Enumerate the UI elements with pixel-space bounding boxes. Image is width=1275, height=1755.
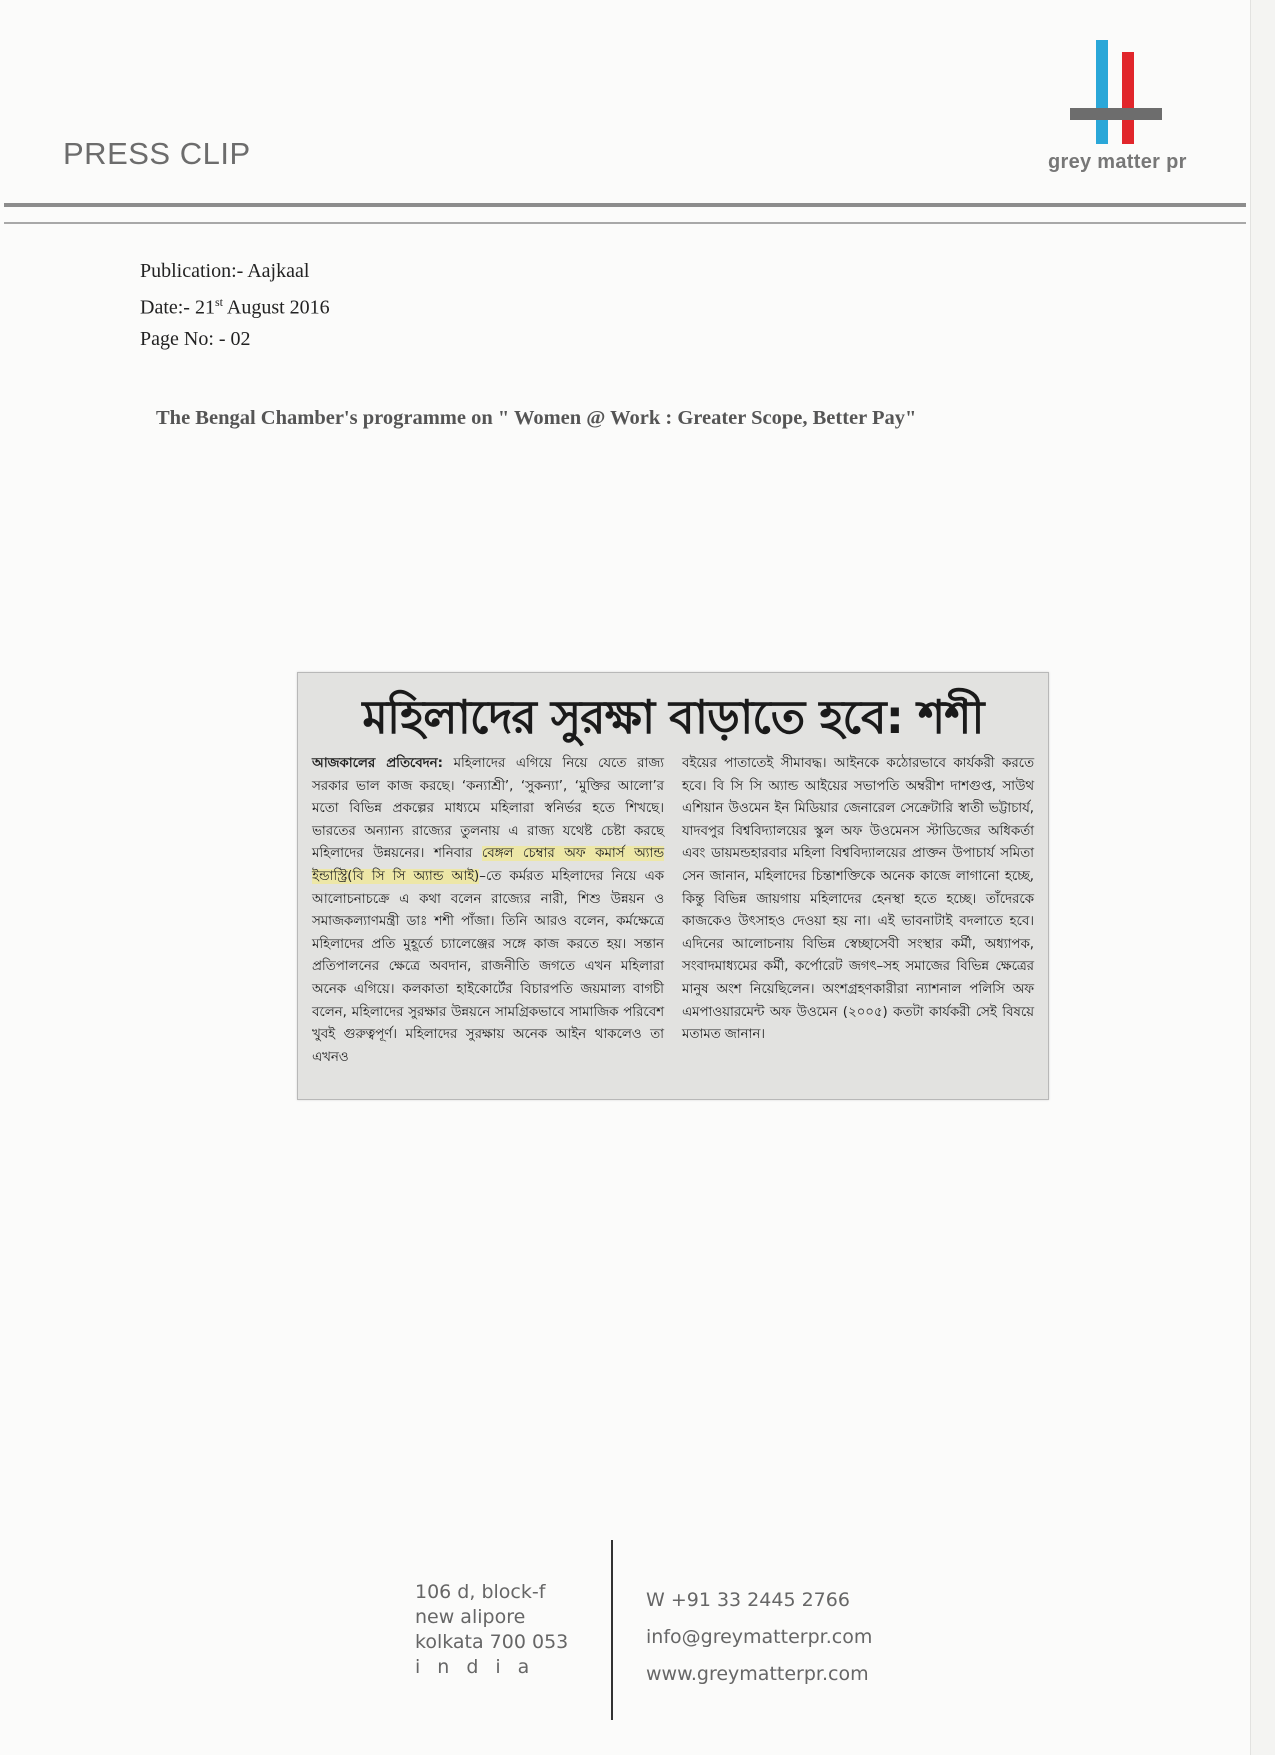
page-number: 02 bbox=[230, 327, 251, 350]
newspaper-clipping bbox=[297, 672, 1049, 1100]
date-line: Date:- 21st August 2016 bbox=[140, 295, 330, 319]
highlighted-text: বেঙ্গল চেম্বার অফ কমার্স অ্যান্ড ইন্ডাস্ট্রি(বি সি সি অ্যান্ড আই) bbox=[312, 846, 665, 884]
footer-divider bbox=[611, 1540, 613, 1720]
page-number-line: Page No: - 02 bbox=[140, 327, 251, 350]
clipping-column-left: আজকালের প্রতিবেদন: মহিলাদের এগিয়ে নিয়ে যেতে রাজ্য সরকার ভাল কাজ করছে। ‘কন্যাশ্রী’, ‘সুকন্যা’, ‘মুক্তির আলো’র মতো বিভিন্ন প্রকল্পের মাধ্যমে মহিলারা স্বনির্ভর হতে শিখছে। ভারতের অন্যান্য রাজ্যের তুলনায় এ রাজ্য যথেষ্ট চেষ্টা করছে মহিলাদের উন্নয়নের। শনিবার বেঙ্গল চেম্বার অফ কমার্স অ্যান্ড ইন্ডাস্ট্রি(বি সি সি অ্যান্ড আই)–তে কর্মরত মহিলাদের নিয়ে এক আলোচনাচক্রে এ কথা বলেন রাজ্যের নারী, শিশু উন্নয়ন ও সমাজকল্যাণমন্ত্রী ডাঃ শশী পাঁজা। তিনি আরও বলেন, কর্মক্ষেত্রে মহিলাদের প্রতি মুহূর্তে চ্যালেঞ্জের সঙ্গে কাজ করতে হয়। সন্তান প্রতিপালনের ক্ষেত্রে অবদান, রাজনীতি জগতে এখন মহিলারা অনেক এগিয়ে। কলকাতা হাইকোর্টের বিচারপতি জয়মাল্য বাগচী বলেন, মহিলাদের সুরক্ষার উন্নয়নে সামগ্রিকভাবে সামাজিক পরিবেশ খুবই গুরুত্বপূর্ণ। মহিলাদের সুরক্ষায় অনেক আইন থাকলেও তা এখনও bbox=[312, 756, 665, 1065]
publication-name: Aajkaal bbox=[247, 260, 310, 282]
byline: আজকালের প্রতিবেদন: bbox=[312, 756, 443, 771]
date-day: 21 bbox=[194, 296, 215, 319]
grey-matter-logo-icon bbox=[1070, 38, 1170, 148]
clipping-headline: মহিলাদের সুরক্ষা বাড়াতে হবে: শশী bbox=[362, 690, 984, 744]
phone-number: W +91 33 2445 2766 bbox=[646, 1589, 850, 1611]
footer-contact bbox=[646, 1582, 966, 1693]
brand-logo bbox=[1040, 38, 1200, 178]
clipping-columns bbox=[312, 753, 1034, 1093]
clip-metadata bbox=[140, 256, 330, 355]
clipping-column-right: বইয়ের পাতাতেই সীমাবদ্ধ। আইনকে কঠোরভাবে কার্যকরী করতে হবে। বি সি সি অ্যান্ড আইয়ের সভাপতি অম্বরীশ দাশগুপ্ত, সাউথ এশিয়ান উওমেন ইন মিডিয়ার জেনারেল সেক্রেটারি স্বাতী ভট্টাচার্য, যাদবপুর বিশ্ববিদ্যালয়ের স্কুল অফ উওমেনস স্টাডিজের অধিকর্তা এবং ডায়মন্ডহারবার মহিলা বিশ্ববিদ্যালয়ের প্রাক্তন উপাচার্য সমিতা সেন জানান, মহিলাদের চিন্তাশক্তিকে অনেক কাজে লাগানো হচ্ছে, কিন্তু বিভিন্ন জায়গায় মহিলাদের হেনস্থা হতে হচ্ছে। তাঁদেরকে কাজকেও উৎসাহও দেওয়া হয় না। এই ভাবনাটাই বদলাতে হবে। এদিনের আলোচনায় বিভিন্ন স্বেচ্ছাসেবী সংস্থার কর্মী, অধ্যাপক, সংবাদমাধ্যমের কর্মী, কর্পোরেট জগৎ–সহ সমাজের বিভিন্ন ক্ষেত্রের মানুষ অংশ নিয়েছিলেন। অংশগ্রহণকারীরা ন্যাশনাল পলিসি অফ এমপাওয়ারমেন্ট অফ উওমেন (২০০৫) কতটা কার্যকরী সেই বিষয়ে মতামত জানান। bbox=[682, 756, 1034, 1043]
publication-line: Publication:- Aajkaal bbox=[140, 260, 310, 282]
brand-name: grey matter pr bbox=[1048, 151, 1187, 173]
programme-heading: The Bengal Chamber's programme on " Women @ Work : Greater Scope, Better Pay" bbox=[156, 407, 917, 429]
page-title: PRESS CLIP bbox=[63, 136, 251, 171]
website-link[interactable]: www.greymatterpr.com bbox=[646, 1663, 869, 1685]
header-divider-thick bbox=[4, 203, 1246, 207]
email-link[interactable]: info@greymatterpr.com bbox=[646, 1626, 873, 1648]
header-divider-thin bbox=[4, 222, 1246, 224]
footer-address: 106 d, block-f new alipore kolkata 700 053 india bbox=[415, 1581, 569, 1678]
